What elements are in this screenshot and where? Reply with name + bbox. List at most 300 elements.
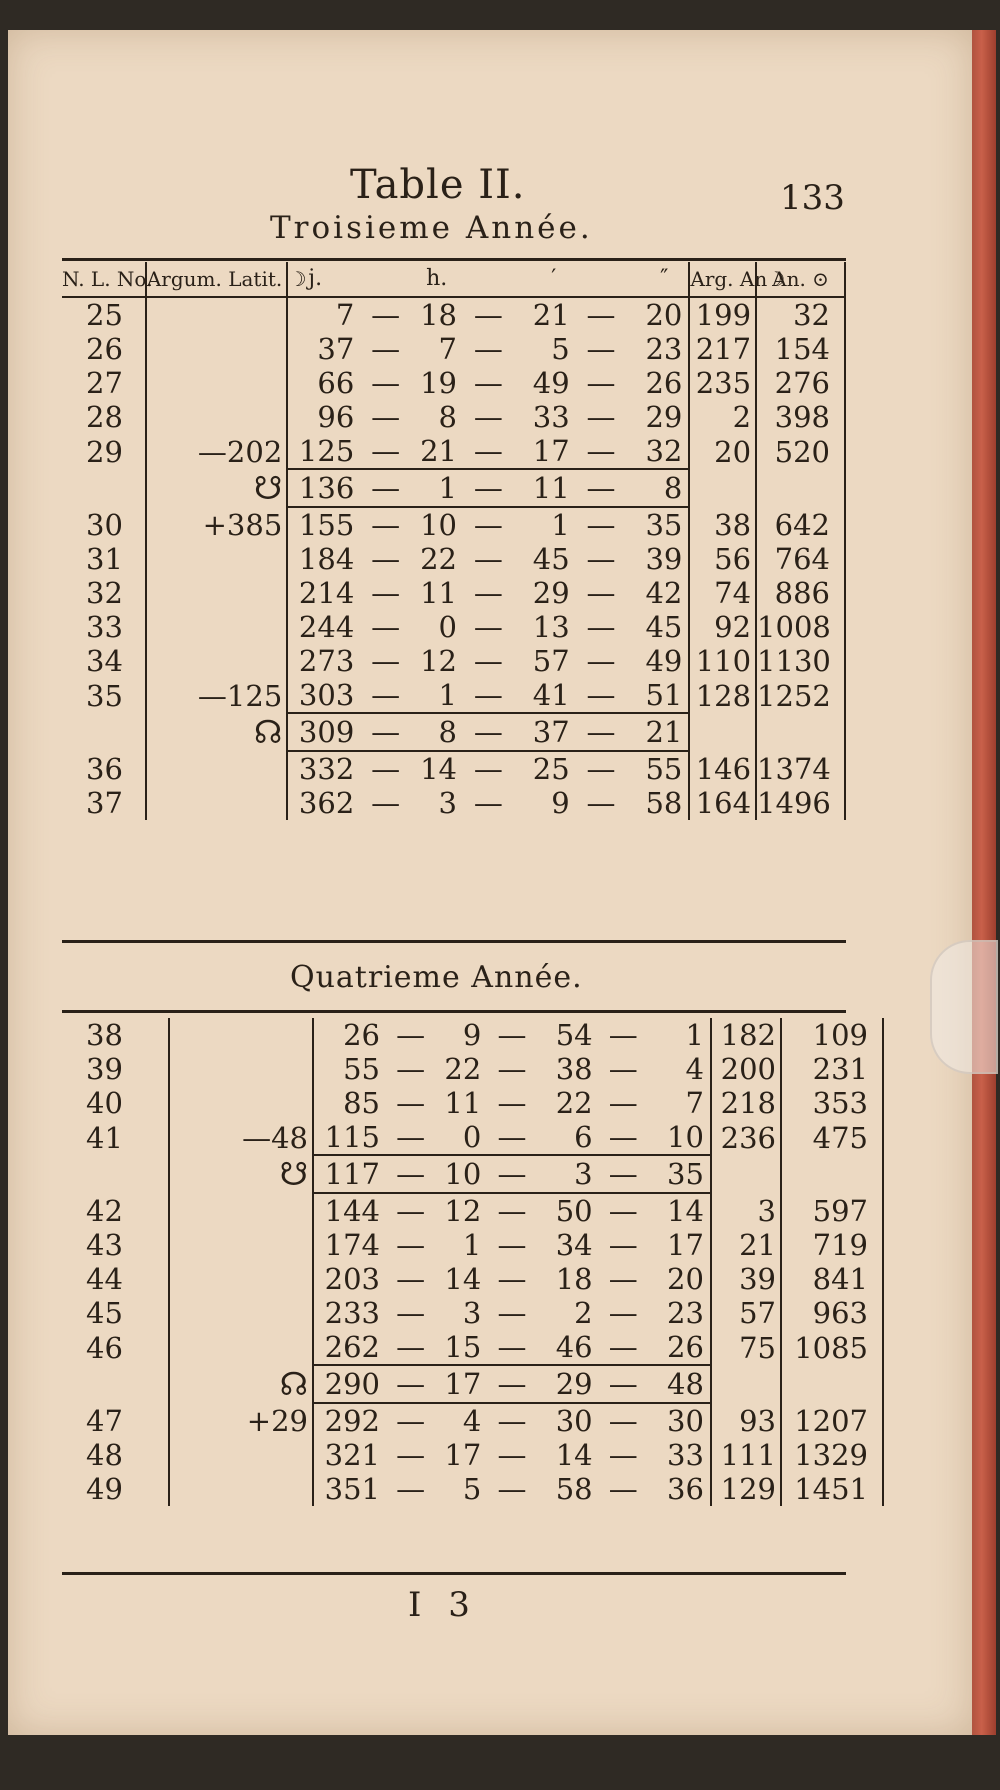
dash-separator: — (371, 610, 401, 644)
argument-anomaly-moon: 93 (711, 1403, 781, 1438)
lunation-number: 27 (62, 366, 146, 400)
lunation-number: 38 (62, 1018, 169, 1052)
value-days: 203 (324, 1262, 380, 1296)
value-seconds: 17 (667, 1228, 704, 1262)
dash-separator: — (396, 1330, 426, 1364)
dash-separator: — (497, 1228, 527, 1262)
time-values (313, 1438, 711, 1472)
dash-separator: — (608, 1018, 638, 1052)
time-values (287, 332, 689, 366)
time-values (287, 400, 689, 434)
value-minutes: 41 (532, 678, 570, 712)
argument-latitude (146, 786, 287, 820)
col-header-arg-an: Arg. An☽ (689, 262, 756, 297)
anomaly-sun: 353 (781, 1086, 883, 1120)
lunation-number (62, 1365, 169, 1403)
table-row (62, 1228, 883, 1262)
value-minutes: 54 (555, 1018, 593, 1052)
argument-latitude (169, 1052, 313, 1086)
value-hours: 17 (444, 1367, 482, 1401)
value-minutes: 33 (532, 400, 570, 434)
argument-latitude: —202 (146, 434, 287, 469)
value-minutes: 37 (532, 715, 570, 749)
value-minutes: 6 (574, 1120, 593, 1154)
dash-separator: — (473, 508, 503, 542)
anomaly-sun (756, 713, 845, 751)
dash-separator: — (473, 542, 503, 576)
value-days: 85 (343, 1086, 380, 1120)
value-minutes: 2 (574, 1296, 593, 1330)
table-row (62, 1018, 883, 1052)
anomaly-sun: 597 (781, 1193, 883, 1228)
dash-separator: — (586, 434, 616, 468)
value-hours: 0 (438, 610, 457, 644)
argument-anomaly-moon: 38 (689, 507, 756, 542)
argument-anomaly-moon: 236 (711, 1120, 781, 1155)
dash-separator: — (396, 1367, 426, 1401)
lunation-number: 45 (62, 1296, 169, 1330)
table-row (62, 1296, 883, 1330)
anomaly-sun: 841 (781, 1262, 883, 1296)
time-values (313, 1193, 711, 1228)
value-seconds: 26 (667, 1330, 704, 1364)
table-row (62, 1330, 883, 1365)
value-days: 233 (324, 1296, 380, 1330)
node-row (62, 713, 845, 751)
dash-separator: — (371, 576, 401, 610)
argument-latitude (169, 1296, 313, 1330)
lunation-number (62, 469, 146, 507)
argument-latitude (146, 366, 287, 400)
anomaly-sun: 1451 (781, 1472, 883, 1506)
time-values (313, 1365, 711, 1403)
dash-separator: — (396, 1120, 426, 1154)
value-hours: 5 (462, 1472, 482, 1506)
argument-anomaly-moon: 182 (711, 1018, 781, 1052)
time-values (313, 1052, 711, 1086)
anomaly-sun: 1085 (781, 1330, 883, 1365)
value-seconds: 26 (645, 366, 683, 400)
anomaly-sun: 1374 (756, 751, 845, 786)
value-hours: 3 (438, 786, 457, 820)
anomaly-sun: 642 (756, 507, 845, 542)
argument-latitude: ☋ (146, 469, 287, 507)
argument-latitude: +385 (146, 507, 287, 542)
dash-separator: — (473, 471, 503, 505)
dash-separator: — (396, 1228, 426, 1262)
anomaly-sun: 109 (781, 1018, 883, 1052)
dash-separator: — (473, 678, 503, 712)
time-values (287, 786, 689, 820)
value-minutes: 45 (532, 542, 570, 576)
anomaly-sun: 231 (781, 1052, 883, 1086)
time-values (287, 507, 689, 542)
time-values (313, 1262, 711, 1296)
argument-anomaly-moon (689, 713, 756, 751)
dash-separator: — (586, 786, 616, 820)
argument-anomaly-moon: 235 (689, 366, 756, 400)
dash-separator: — (371, 471, 401, 505)
dash-separator: — (497, 1472, 527, 1506)
table-row (62, 1472, 883, 1506)
col-header-h: h. (426, 266, 448, 291)
dash-separator: — (473, 576, 503, 610)
argument-anomaly-moon: 3 (711, 1193, 781, 1228)
value-days: 37 (317, 332, 355, 366)
value-minutes: 29 (555, 1367, 593, 1401)
value-hours: 18 (420, 298, 457, 332)
dash-separator: — (608, 1262, 638, 1296)
dash-separator: — (586, 752, 616, 786)
argument-latitude: ☋ (169, 1155, 313, 1193)
value-minutes: 13 (532, 610, 570, 644)
dash-separator: — (396, 1296, 426, 1330)
value-seconds: 51 (645, 678, 683, 712)
dash-separator: — (608, 1296, 638, 1330)
value-seconds: 45 (645, 610, 683, 644)
table-row (62, 366, 845, 400)
col-header-j: j. (308, 266, 323, 291)
dash-separator: — (473, 644, 503, 678)
dash-separator: — (586, 298, 616, 332)
value-minutes: 3 (574, 1157, 593, 1191)
argument-anomaly-moon: 199 (689, 297, 756, 332)
anomaly-sun: 1008 (756, 610, 845, 644)
dash-separator: — (371, 332, 401, 366)
argument-anomaly-moon: 129 (711, 1472, 781, 1506)
anomaly-sun: 398 (756, 400, 845, 434)
argument-anomaly-moon: 110 (689, 644, 756, 678)
anomaly-sun: 963 (781, 1296, 883, 1330)
time-values (313, 1018, 711, 1052)
dash-separator: — (473, 332, 503, 366)
col-header-an: An. ⊙ (756, 262, 845, 297)
col-header-arg: Argum. Latit. ☽ (146, 262, 287, 297)
table-row (62, 786, 845, 820)
dash-separator: — (497, 1330, 527, 1364)
argument-latitude (146, 610, 287, 644)
lunation-number: 43 (62, 1228, 169, 1262)
value-hours: 10 (444, 1157, 482, 1191)
page-edge (972, 30, 996, 1735)
lunation-number: 39 (62, 1052, 169, 1086)
argument-latitude: +29 (169, 1403, 313, 1438)
value-days: 155 (298, 508, 355, 542)
dash-separator: — (608, 1330, 638, 1364)
time-values (313, 1120, 711, 1155)
value-hours: 21 (420, 434, 457, 468)
dash-separator: — (473, 400, 503, 434)
anomaly-sun: 1207 (781, 1403, 883, 1438)
time-values (313, 1155, 711, 1193)
time-values (313, 1472, 711, 1506)
value-days: 55 (343, 1052, 380, 1086)
node-row (62, 1365, 883, 1403)
argument-latitude (169, 1330, 313, 1365)
argument-latitude: ☊ (169, 1365, 313, 1403)
page-number: 133 (780, 178, 845, 218)
argument-latitude (169, 1193, 313, 1228)
argument-anomaly-moon: 56 (689, 542, 756, 576)
dash-separator: — (586, 576, 616, 610)
value-seconds: 7 (685, 1086, 704, 1120)
argument-latitude (146, 332, 287, 366)
argument-latitude (169, 1472, 313, 1506)
table1-bottom-rule (62, 940, 846, 943)
argument-anomaly-moon: 164 (689, 786, 756, 820)
anomaly-sun: 1329 (781, 1438, 883, 1472)
argument-anomaly-moon: 20 (689, 434, 756, 469)
table-row (62, 507, 845, 542)
table-troisieme-annee (62, 262, 846, 820)
time-values (313, 1296, 711, 1330)
value-seconds: 23 (667, 1296, 704, 1330)
value-days: 66 (317, 366, 355, 400)
anomaly-sun: 520 (756, 434, 845, 469)
value-minutes: 18 (555, 1262, 593, 1296)
dash-separator: — (586, 678, 616, 712)
lunation-number: 41 (62, 1120, 169, 1155)
node-row (62, 469, 845, 507)
table-row (62, 400, 845, 434)
time-values (287, 542, 689, 576)
value-minutes: 21 (532, 298, 570, 332)
time-values (287, 469, 689, 507)
value-seconds: 20 (667, 1262, 704, 1296)
dash-separator: — (473, 752, 503, 786)
section-title-troisieme: Troisieme Année. (270, 210, 593, 246)
value-minutes: 22 (555, 1086, 593, 1120)
dash-separator: — (608, 1228, 638, 1262)
col-header-values (287, 262, 689, 297)
dash-separator: — (371, 434, 401, 468)
dash-separator: — (608, 1472, 638, 1506)
dash-separator: — (473, 434, 503, 468)
value-days: 174 (324, 1228, 380, 1262)
table-row (62, 644, 845, 678)
dash-separator: — (396, 1438, 426, 1472)
lunation-number: 28 (62, 400, 146, 434)
value-days: 321 (324, 1438, 380, 1472)
value-minutes: 9 (551, 786, 570, 820)
value-minutes: 25 (532, 752, 570, 786)
col-header-m: ′ (551, 266, 557, 291)
dash-separator: — (396, 1404, 426, 1438)
dash-separator: — (396, 1157, 426, 1191)
argument-anomaly-moon (711, 1365, 781, 1403)
time-values (313, 1403, 711, 1438)
dash-separator: — (586, 644, 616, 678)
col-header-s: ″ (660, 266, 669, 291)
anomaly-sun: 276 (756, 366, 845, 400)
value-days: 309 (298, 715, 355, 749)
dash-separator: — (608, 1404, 638, 1438)
value-days: 144 (324, 1194, 380, 1228)
table-quatrieme-annee (62, 1018, 884, 1506)
argument-anomaly-moon: 218 (711, 1086, 781, 1120)
anomaly-sun: 154 (756, 332, 845, 366)
argument-latitude: —125 (146, 678, 287, 713)
lunation-number: 46 (62, 1330, 169, 1365)
dash-separator: — (497, 1086, 527, 1120)
argument-latitude (169, 1262, 313, 1296)
time-values (287, 576, 689, 610)
value-seconds: 23 (645, 332, 683, 366)
value-seconds: 42 (645, 576, 683, 610)
table-row (62, 1193, 883, 1228)
argument-anomaly-moon: 128 (689, 678, 756, 713)
time-values (287, 610, 689, 644)
dash-separator: — (608, 1438, 638, 1472)
value-seconds: 32 (645, 434, 683, 468)
dash-separator: — (396, 1018, 426, 1052)
value-days: 115 (324, 1120, 380, 1154)
dash-separator: — (586, 400, 616, 434)
value-hours: 3 (462, 1296, 482, 1330)
value-days: 351 (324, 1472, 380, 1506)
dash-separator: — (497, 1194, 527, 1228)
argument-latitude (169, 1438, 313, 1472)
value-minutes: 5 (551, 332, 570, 366)
value-minutes: 29 (532, 576, 570, 610)
lunation-number: 44 (62, 1262, 169, 1296)
table-row (62, 1438, 883, 1472)
value-hours: 1 (462, 1228, 482, 1262)
value-days: 332 (298, 752, 355, 786)
dash-separator: — (371, 786, 401, 820)
time-values (287, 366, 689, 400)
argument-anomaly-moon: 75 (711, 1330, 781, 1365)
dash-separator: — (497, 1157, 527, 1191)
anomaly-sun: 719 (781, 1228, 883, 1262)
dash-separator: — (497, 1018, 527, 1052)
value-hours: 11 (444, 1086, 482, 1120)
node-row (62, 1155, 883, 1193)
value-days: 244 (298, 610, 355, 644)
dash-separator: — (586, 715, 616, 749)
value-hours: 10 (420, 508, 457, 542)
argument-latitude (146, 576, 287, 610)
value-minutes: 34 (555, 1228, 593, 1262)
value-hours: 19 (420, 366, 457, 400)
dash-separator: — (371, 508, 401, 542)
argument-latitude (169, 1086, 313, 1120)
argument-latitude: —48 (169, 1120, 313, 1155)
lunation-number: 47 (62, 1403, 169, 1438)
lunation-number (62, 713, 146, 751)
signature-mark: I 3 (408, 1585, 478, 1625)
lunation-number: 49 (62, 1472, 169, 1506)
dash-separator: — (473, 786, 503, 820)
time-values (287, 644, 689, 678)
lunation-number: 26 (62, 332, 146, 366)
value-minutes: 57 (532, 644, 570, 678)
dash-separator: — (586, 332, 616, 366)
value-minutes: 1 (551, 508, 570, 542)
dash-separator: — (586, 471, 616, 505)
value-seconds: 20 (645, 298, 683, 332)
value-days: 292 (324, 1404, 380, 1438)
anomaly-sun: 1252 (756, 678, 845, 713)
table-row (62, 751, 845, 786)
value-seconds: 30 (667, 1404, 704, 1438)
anomaly-sun (781, 1365, 883, 1403)
time-values (313, 1228, 711, 1262)
anomaly-sun: 764 (756, 542, 845, 576)
value-minutes: 58 (555, 1472, 593, 1506)
argument-latitude (146, 400, 287, 434)
argument-anomaly-moon (689, 469, 756, 507)
thumb-tab (930, 940, 998, 1074)
value-seconds: 8 (663, 471, 683, 505)
value-days: 290 (324, 1367, 380, 1401)
value-hours: 11 (420, 576, 457, 610)
value-minutes: 38 (555, 1052, 593, 1086)
dash-separator: — (371, 678, 401, 712)
table2-bottom-rule (62, 1572, 846, 1575)
value-days: 26 (343, 1018, 380, 1052)
time-values (287, 713, 689, 751)
time-values (313, 1330, 711, 1365)
value-minutes: 14 (555, 1438, 593, 1472)
value-hours: 15 (444, 1330, 482, 1364)
value-hours: 7 (438, 332, 457, 366)
value-seconds: 10 (667, 1120, 704, 1154)
dash-separator: — (497, 1262, 527, 1296)
value-hours: 8 (438, 715, 457, 749)
value-minutes: 11 (532, 471, 570, 505)
value-minutes: 49 (532, 366, 570, 400)
value-days: 125 (298, 434, 355, 468)
lunation-number: 36 (62, 751, 146, 786)
anomaly-sun: 886 (756, 576, 845, 610)
dash-separator: — (371, 644, 401, 678)
table2-top-rule (62, 1010, 846, 1013)
lunation-number: 32 (62, 576, 146, 610)
value-days: 262 (324, 1330, 380, 1364)
argument-anomaly-moon: 57 (711, 1296, 781, 1330)
dash-separator: — (586, 542, 616, 576)
argument-anomaly-moon: 200 (711, 1052, 781, 1086)
col-header-nl: N. L. No. (62, 262, 146, 297)
value-seconds: 1 (685, 1018, 704, 1052)
value-seconds: 58 (645, 786, 683, 820)
argument-anomaly-moon: 92 (689, 610, 756, 644)
argument-latitude (146, 644, 287, 678)
dash-separator: — (586, 610, 616, 644)
argument-latitude (169, 1228, 313, 1262)
value-hours: 22 (420, 542, 457, 576)
lunation-number: 31 (62, 542, 146, 576)
dash-separator: — (608, 1157, 638, 1191)
argument-anomaly-moon: 74 (689, 576, 756, 610)
value-hours: 1 (438, 471, 457, 505)
argument-latitude (169, 1018, 313, 1052)
dash-separator: — (608, 1194, 638, 1228)
argument-latitude: ☊ (146, 713, 287, 751)
value-days: 273 (298, 644, 355, 678)
table-row (62, 576, 845, 610)
anomaly-sun: 1496 (756, 786, 845, 820)
dash-separator: — (473, 715, 503, 749)
value-seconds: 36 (667, 1472, 704, 1506)
lunation-number: 29 (62, 434, 146, 469)
dash-separator: — (497, 1296, 527, 1330)
table-row (62, 1262, 883, 1296)
value-days: 214 (298, 576, 355, 610)
section-title-quatrieme: Quatrieme Année. (290, 960, 583, 995)
time-values (287, 678, 689, 713)
